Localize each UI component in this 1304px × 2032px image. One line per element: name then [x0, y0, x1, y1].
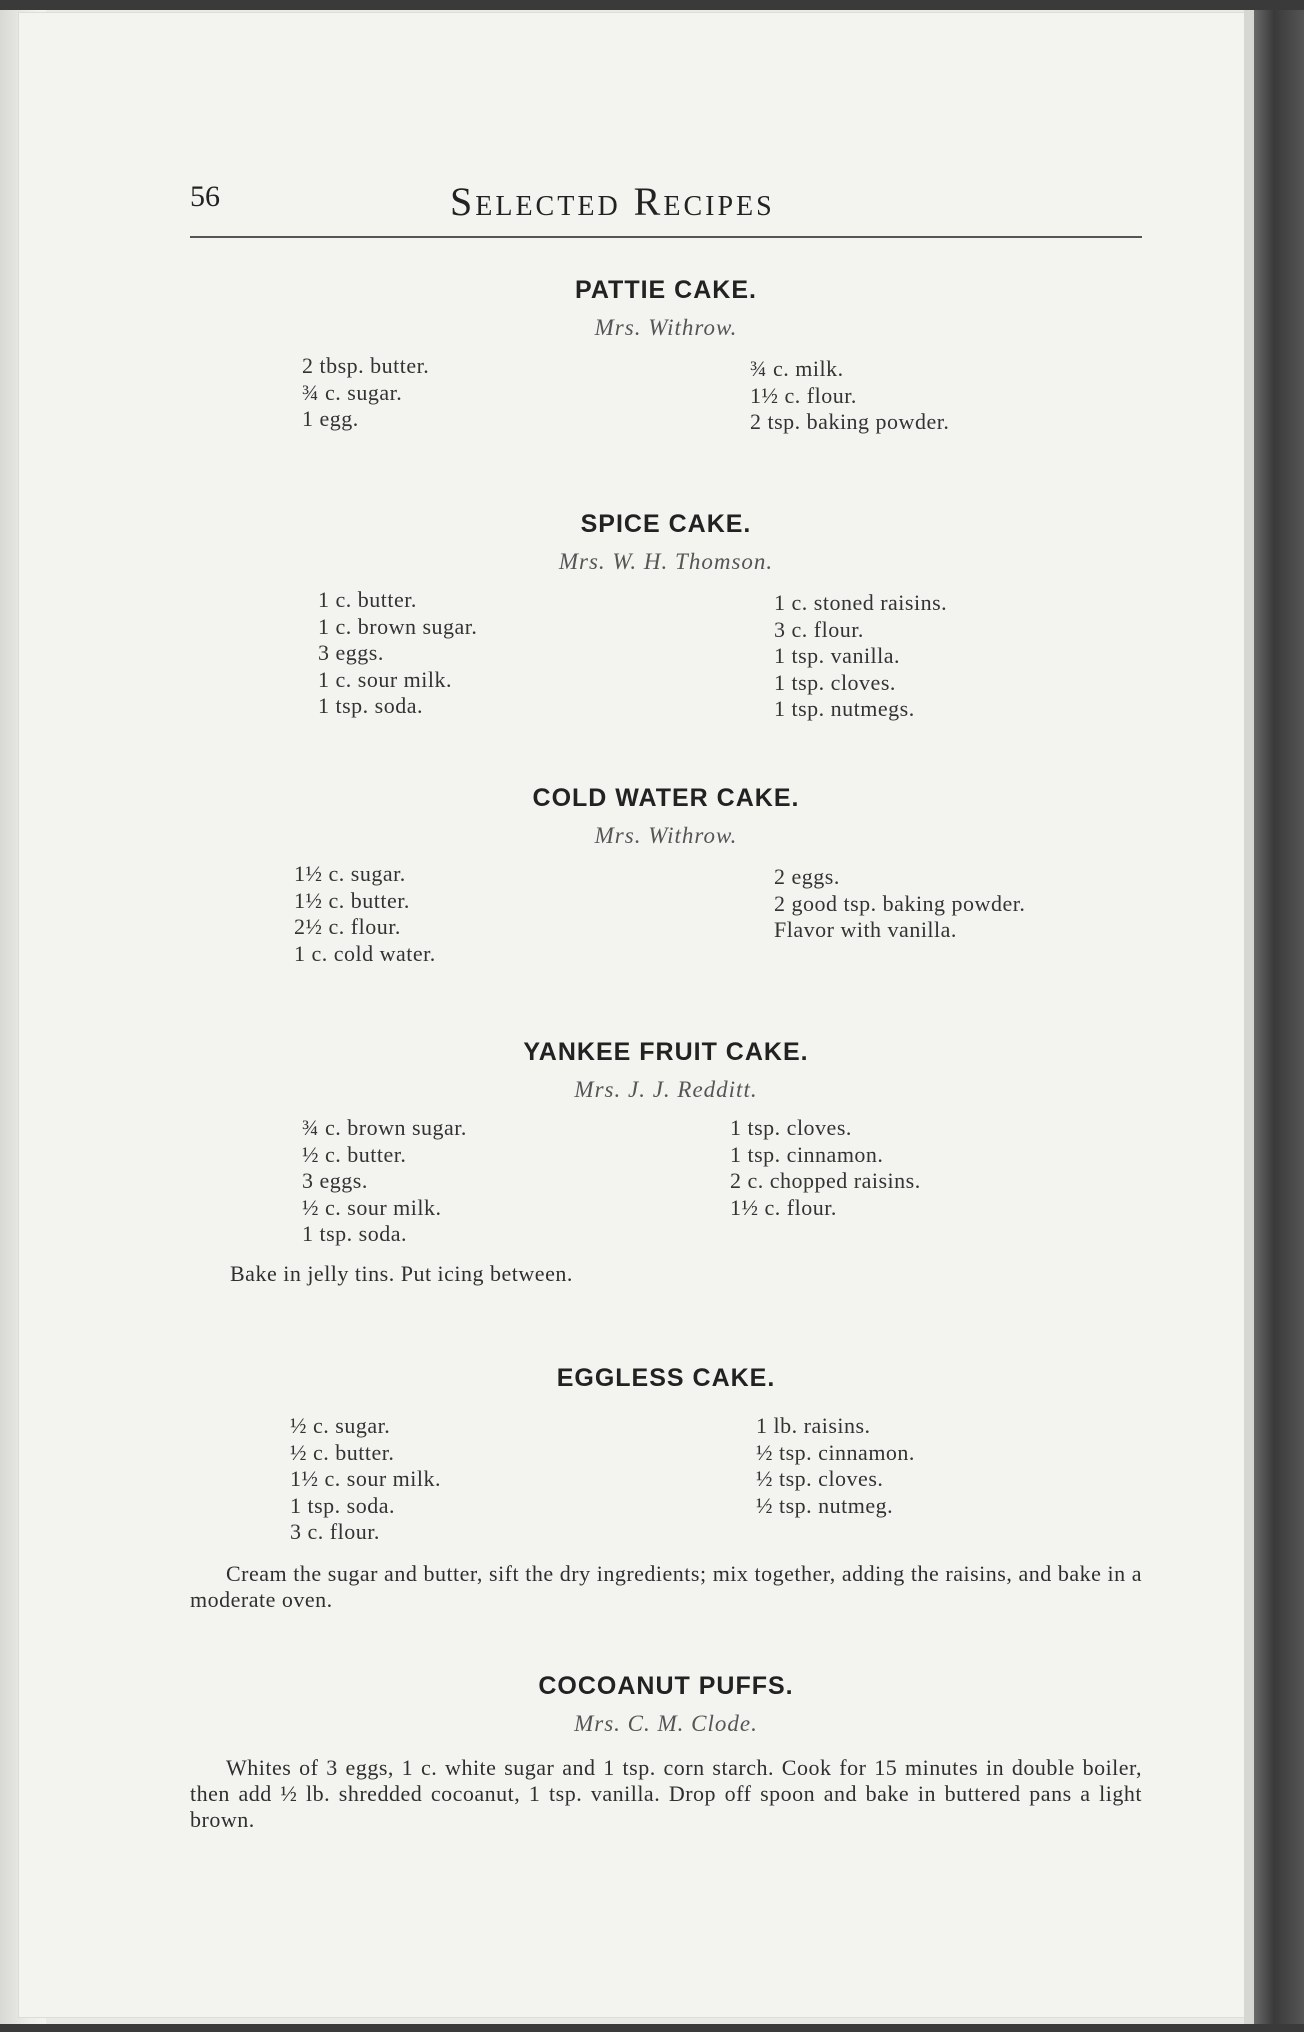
ingredient-line: 1 c. brown sugar.	[318, 613, 478, 639]
ingredient-line: ½ c. butter.	[302, 1141, 407, 1167]
recipe-instructions: Bake in jelly tins. Put icing between.	[230, 1261, 573, 1286]
recipe-title: COLD WATER CAKE.	[532, 784, 800, 812]
ingredient-line: 1 tsp. cloves.	[774, 669, 896, 695]
recipe-cold-water-cake	[190, 784, 1142, 969]
bottom-border	[0, 2024, 1304, 2032]
ingredient-line: 3 c. flour.	[774, 616, 864, 642]
ingredient-line: ½ c. butter.	[290, 1439, 395, 1465]
ingredient-line: 1½ c. sour milk.	[290, 1466, 441, 1491]
ingredient-columns	[190, 861, 1142, 969]
ingredient-line: 1 tsp. soda.	[318, 693, 423, 718]
ingredient-line: 1 tsp. soda.	[290, 1492, 395, 1518]
ingredients-right	[756, 1413, 915, 1519]
ingredient-line: 1½ c. butter.	[294, 887, 410, 913]
ingredient-line: ½ c. sugar.	[290, 1413, 391, 1438]
ingredient-line: 2 tsp. baking powder.	[750, 409, 950, 434]
recipe-yankee-fruit-cake	[190, 1038, 1142, 1287]
ingredients-left	[302, 353, 429, 433]
ingredient-columns	[190, 587, 1142, 722]
book-spine-edge	[1254, 0, 1304, 2032]
ingredient-line: 1 tsp. nutmegs.	[774, 696, 915, 721]
recipe-title: YANKEE FRUIT CAKE.	[523, 1038, 809, 1066]
recipe-title: PATTIE CAKE.	[575, 276, 757, 304]
ingredient-line: 3 c. flour.	[290, 1519, 380, 1544]
ingredient-line: 1½ c. sugar.	[294, 861, 406, 886]
ingredients-right	[774, 590, 947, 723]
recipe-author: Mrs. C. M. Clode.	[574, 1711, 758, 1736]
ingredient-line: 1 egg.	[302, 406, 359, 431]
recipe-instructions: Cream the sugar and butter, sift the dry ingredients; mix together, adding the raisins, and bake in a moderate oven.	[190, 1561, 1142, 1612]
ingredient-line: 1 c. cold water.	[294, 940, 436, 966]
page-number: 56	[190, 180, 220, 213]
ingredient-line: ¾ c. brown sugar.	[302, 1115, 467, 1140]
recipe-instructions: Whites of 3 eggs, 1 c. white sugar and 1 tsp. corn starch. Cook for 15 minutes in double boiler, then add ½ lb. shredded cocoanut, 1 tsp. vanilla. Drop off spoon and bake in buttered pans a light brown.	[190, 1755, 1142, 1832]
ingredient-line: ½ c. sour milk.	[302, 1194, 442, 1220]
ingredient-line: 1 tsp. cloves.	[730, 1115, 852, 1140]
ingredient-line: 2 eggs.	[774, 864, 840, 889]
ingredient-line: 1½ c. flour.	[730, 1194, 837, 1220]
ingredient-line: 1½ c. flour.	[750, 382, 857, 408]
recipe-author: Mrs. W. H. Thomson.	[558, 549, 774, 574]
recipe-author: Mrs. J. J. Redditt.	[574, 1077, 758, 1102]
ingredient-line: ½ tsp. nutmeg.	[756, 1492, 894, 1518]
ingredients-left	[318, 587, 477, 720]
ingredient-line: 1 tsp. vanilla.	[774, 643, 901, 668]
ingredient-line: 1 c. sour milk.	[318, 666, 452, 692]
ingredient-line: Flavor with vanilla.	[774, 917, 957, 942]
ingredient-line: 1 tsp. soda.	[302, 1221, 407, 1246]
page-header	[190, 178, 1142, 238]
ingredients-right	[774, 864, 1025, 944]
recipe-spice-cake	[190, 510, 1142, 722]
page-right-gutter	[1244, 0, 1254, 2032]
ingredients-right	[730, 1115, 921, 1221]
ingredient-line: ½ tsp. cloves.	[756, 1466, 884, 1491]
recipe-cocoanut-puffs	[190, 1672, 1142, 1833]
ingredients-left	[294, 861, 436, 967]
recipe-title: COCOANUT PUFFS.	[538, 1672, 794, 1700]
ingredient-columns	[190, 1413, 1142, 1549]
recipe-title: EGGLESS CAKE.	[556, 1364, 776, 1392]
header-rule	[190, 236, 1142, 238]
recipe-pattie-cake	[190, 276, 1142, 435]
ingredient-line: 1 lb. raisins.	[756, 1413, 871, 1438]
ingredient-line: 3 eggs.	[302, 1168, 368, 1193]
ingredient-columns	[190, 353, 1142, 435]
ingredient-columns	[190, 1115, 1142, 1251]
recipe-title: SPICE CAKE.	[580, 510, 752, 538]
ingredients-left	[290, 1413, 441, 1546]
ingredient-line: ¾ c. sugar.	[302, 379, 403, 405]
ingredients-right	[750, 356, 949, 436]
ingredient-line: 1 c. butter.	[318, 587, 417, 612]
ingredient-line: 2 good tsp. baking powder.	[774, 890, 1026, 916]
ingredient-line: ½ tsp. cinnamon.	[756, 1439, 915, 1465]
ingredient-line: 2½ c. flour.	[294, 914, 401, 939]
ingredient-line: 1 tsp. cinnamon.	[730, 1141, 884, 1167]
ingredient-line: 2 tbsp. butter.	[302, 353, 430, 378]
recipe-author: Mrs. Withrow.	[594, 315, 738, 340]
ingredients-left	[302, 1115, 467, 1248]
ingredient-line: 3 eggs.	[318, 640, 384, 665]
ingredient-line: ¾ c. milk.	[750, 356, 844, 381]
ingredient-line: 2 c. chopped raisins.	[730, 1168, 921, 1193]
running-title: Selected Recipes	[450, 179, 775, 224]
ingredient-line: 1 c. stoned raisins.	[774, 590, 948, 615]
recipe-eggless-cake	[190, 1364, 1142, 1613]
recipe-author: Mrs. Withrow.	[594, 823, 738, 848]
top-border	[0, 0, 1304, 10]
